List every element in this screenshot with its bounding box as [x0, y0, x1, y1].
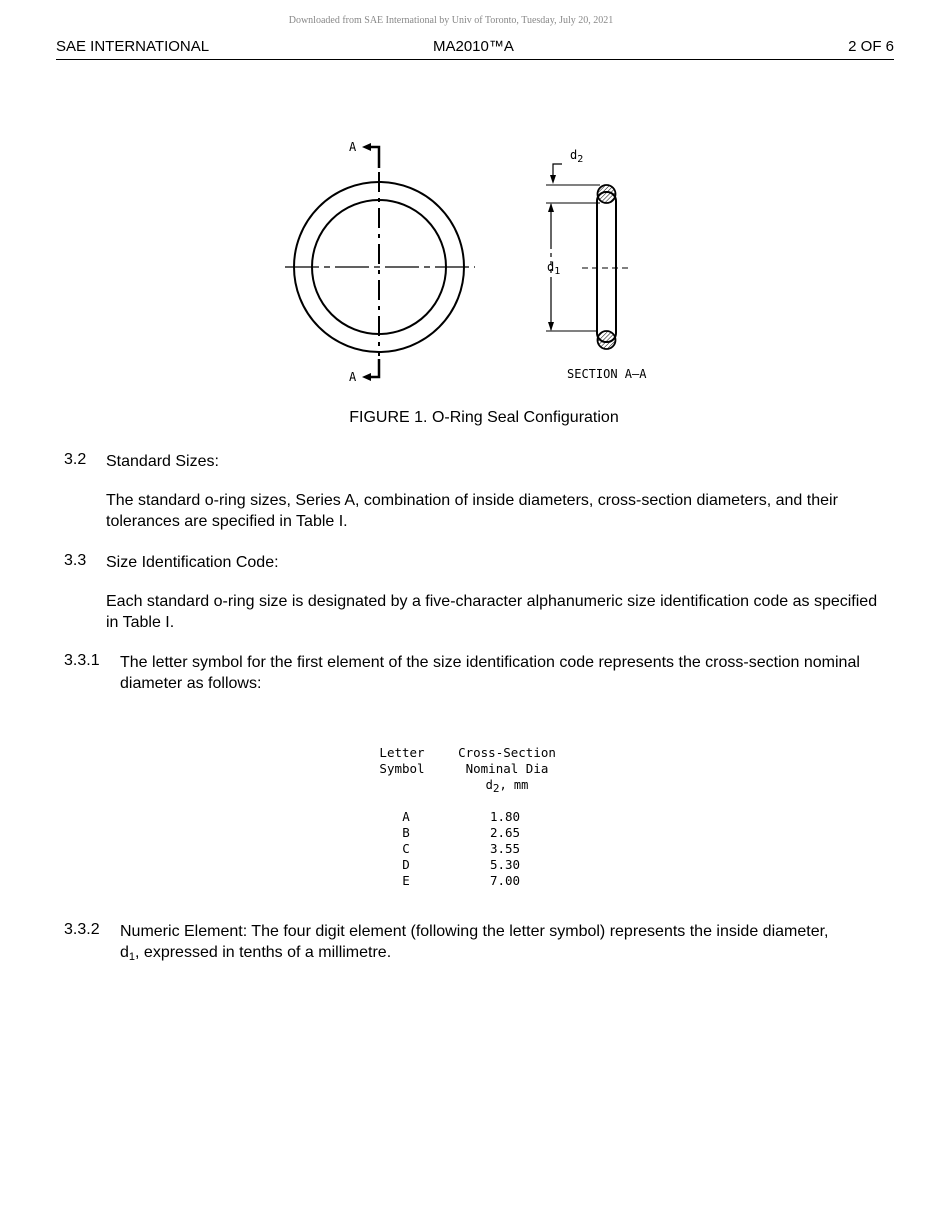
table-row-letter: A [402, 809, 410, 824]
section-number-3-3-1: 3.3.1 [64, 652, 100, 669]
table-row-value: 2.65 [489, 825, 521, 840]
table-row-value: 7.00 [489, 873, 521, 888]
figure-caption: FIGURE 1. O-Ring Seal Configuration [349, 409, 619, 426]
table-header-letter: Letter Symbol [379, 745, 425, 776]
section-title-3-3: Size Identification Code: [106, 554, 279, 571]
section-body-3-3-2: Numeric Element: The four digit element (following the letter symbol) represents the inside diameter, $d_1$, expressed in tenths of a millimetre. [120, 923, 829, 963]
section-view-label: SECTION A–A [567, 367, 647, 381]
section-number-3-3: 3.3 [64, 552, 87, 569]
section-body-3-2: The standard o-ring sizes, Series A, combination of inside diameters, cross-section diameters, and their tolerances are specified in Table I. [106, 492, 838, 530]
section-letter-bottom: A [349, 370, 357, 384]
section-body-3-3: Each standard o-ring size is designated by a five-character alphanumeric size identification code as specified in Table I. [106, 593, 878, 631]
table-row-letter: C [402, 841, 410, 856]
table-row-letter: D [402, 857, 410, 872]
table-row-letter: E [402, 873, 410, 888]
table-row-value: 5.30 [489, 857, 521, 872]
section-view-body [597, 192, 616, 342]
section-letter-top: A [349, 140, 357, 154]
section-number-3-3-2: 3.3.2 [64, 921, 100, 938]
header-document-id: MA2010™A [433, 38, 514, 55]
section-number-3-2: 3.2 [64, 451, 87, 468]
section-title-3-2: Standard Sizes: [106, 453, 219, 470]
cross-section-table [372, 745, 572, 895]
d1-label: $d_1$ [547, 260, 561, 277]
o-ring-figure [270, 130, 670, 390]
d2-label: $d_2$ [570, 148, 584, 165]
table-row-letter: B [402, 825, 410, 840]
table-row-value: 3.55 [489, 841, 521, 856]
table-header-unit: $d_2$, mm [485, 778, 529, 795]
cross-section-bottom [598, 331, 616, 349]
section-body-3-3-1: The letter symbol for the first element of the size identification code represents the cross-section nominal diameter as follows: [120, 654, 860, 692]
header-publisher: SAE INTERNATIONAL [56, 38, 210, 55]
page-header [56, 38, 894, 60]
table-header-cross-section: Cross-Section Nominal Dia $d_2$, mm [447, 745, 567, 793]
table-column-values [447, 809, 563, 889]
table-column-letters [372, 809, 440, 889]
download-watermark: Downloaded from SAE International by Univ of Toronto, Tuesday, July 20, 2021 [288, 15, 614, 26]
header-page-number: 2 OF 6 [848, 38, 894, 55]
table-row-value: 1.80 [489, 809, 521, 824]
cross-section-top [598, 185, 616, 203]
